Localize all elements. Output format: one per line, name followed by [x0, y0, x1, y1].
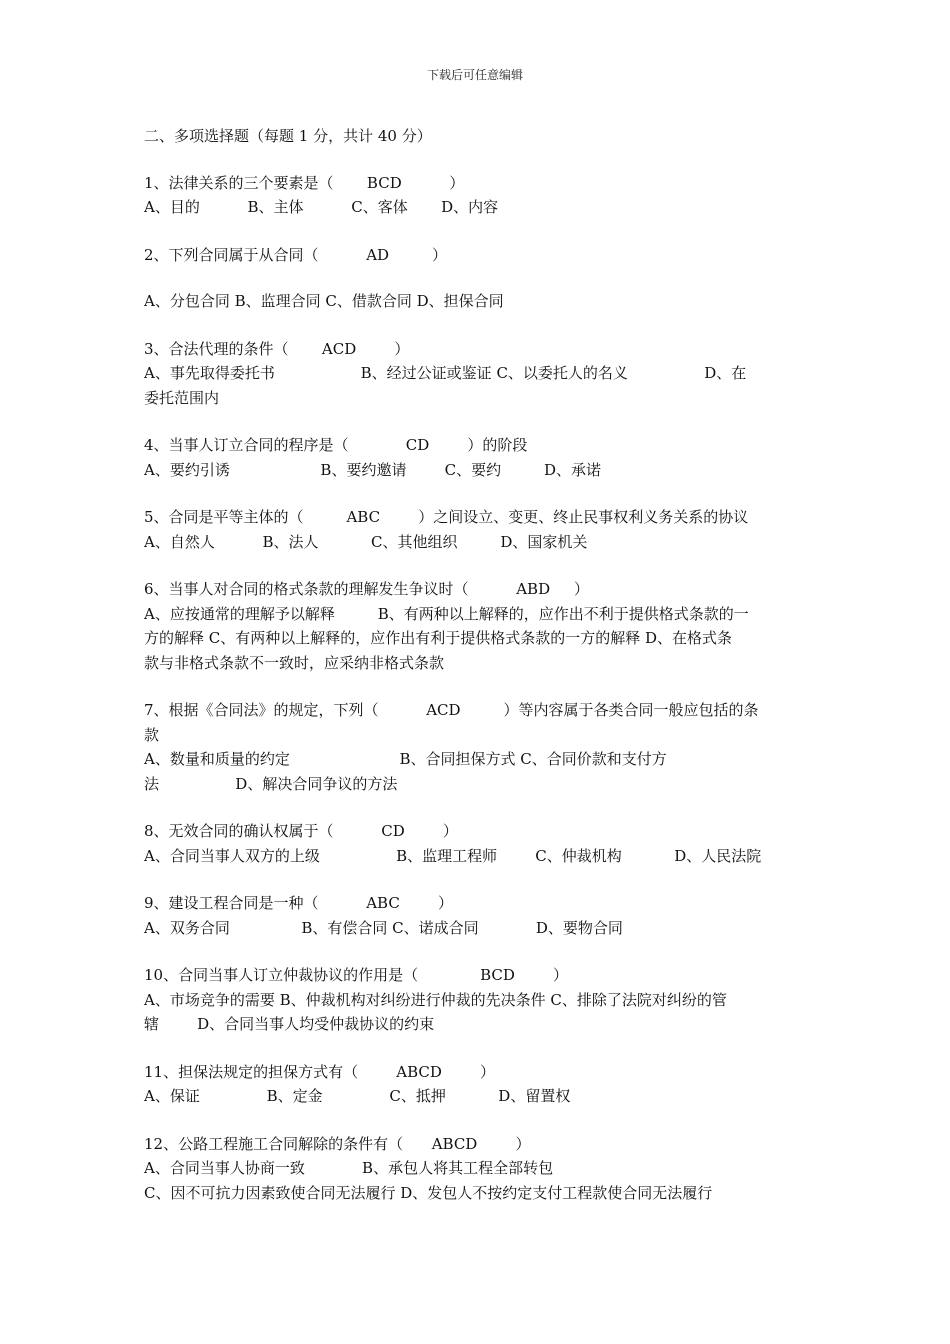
question-options: A、双务合同 B、有偿合同 C、诺成合同 D、要物合同	[144, 918, 623, 937]
question-10	[144, 963, 814, 1037]
document-body	[144, 124, 814, 1228]
question-2	[144, 243, 814, 314]
question-4	[144, 433, 814, 482]
question-8	[144, 819, 814, 868]
question-options: A、数量和质量的约定 B、合同担保方式 C、合同价款和支付方	[144, 750, 667, 768]
question-stem: 11、担保法规定的担保方式有（ ABCD ）	[144, 1062, 496, 1081]
question-options: A、合同当事人协商一致 B、承包人将其工程全部转包	[144, 1159, 554, 1177]
question-options: A、自然人 B、法人 C、其他组织 D、国家机关	[144, 532, 588, 551]
question-stem: 8、无效合同的确认权属于（ CD ）	[144, 822, 458, 840]
question-7	[144, 698, 814, 796]
question-9	[144, 891, 814, 940]
question-stem: 12、公路工程施工合同解除的条件有（ ABCD ）	[144, 1134, 531, 1153]
question-1	[144, 171, 814, 220]
question-options-continued: 款与非格式条款不一致时，应采纳非格式条款	[144, 653, 445, 672]
question-options: A、应按通常的理解予以解释 B、有两种以上解释的，应作出不利于提供格式条款的一	[144, 604, 749, 623]
question-options-continued: 方的解释 C、有两种以上解释的，应作出有利于提供格式条款的一方的解释 D、在格式条	[144, 629, 733, 647]
question-stem: 1、法律关系的三个要素是（ BCD ）	[144, 173, 465, 192]
question-options: A、分包合同 B、监理合同 C、借款合同 D、担保合同	[144, 292, 504, 310]
question-6	[144, 577, 814, 675]
question-stem-continued: 款	[144, 725, 160, 744]
question-stem: 9、建设工程合同是一种（ ABC ）	[144, 894, 453, 912]
question-stem: 10、合同当事人订立仲裁协议的作用是（ BCD ）	[144, 966, 569, 984]
question-options: A、要约引诱 B、要约邀请 C、要约 D、承诺	[144, 460, 602, 479]
question-12	[144, 1132, 814, 1206]
question-options: A、目的 B、主体 C、客体 D、内容	[144, 198, 499, 216]
question-stem: 4、当事人订立合同的程序是（ CD ）的阶段	[144, 436, 528, 454]
question-stem: 6、当事人对合同的格式条款的理解发生争议时（ ABD ）	[144, 580, 589, 598]
question-3	[144, 337, 814, 411]
question-options: A、保证 B、定金 C、抵押 D、留置权	[144, 1087, 571, 1105]
question-options-continued: 辖 D、合同当事人均受仲裁协议的约束	[144, 1015, 435, 1033]
question-options-continued: C、因不可抗力因素致使合同无法履行 D、发包人不按约定支付工程款使合同无法履行	[144, 1183, 713, 1202]
page-header: 下载后可任意编辑	[426, 68, 523, 82]
question-options-continued: 法 D、解决合同争议的方法	[144, 774, 398, 793]
question-11	[144, 1060, 814, 1109]
section-title: 二、多项选择题（每题 1 分，共计 40 分）	[144, 127, 432, 145]
question-5	[144, 505, 814, 554]
blank-spacer	[144, 267, 814, 289]
question-options-continued: 委托范围内	[144, 388, 220, 407]
question-stem: 3、合法代理的条件（ ACD ）	[144, 339, 410, 358]
question-stem: 2、下列合同属于从合同（ AD ）	[144, 245, 447, 264]
question-stem: 5、合同是平等主体的（ ABC ）之间设立、变更、终止民事权利义务关系的协议	[144, 508, 749, 526]
question-options: A、事先取得委托书 B、经过公证或鉴证 C、以委托人的名义 D、在	[144, 364, 747, 382]
question-stem: 7、根据《合同法》的规定，下列（ ACD ）等内容属于各类合同一般应包括的条	[144, 701, 759, 719]
question-options: A、合同当事人双方的上级 B、监理工程师 C、仲裁机构 D、人民法院	[144, 846, 762, 865]
question-options: A、市场竞争的需要 B、仲裁机构对纠纷进行仲裁的先决条件 C、排除了法院对纠纷的管	[144, 990, 727, 1009]
